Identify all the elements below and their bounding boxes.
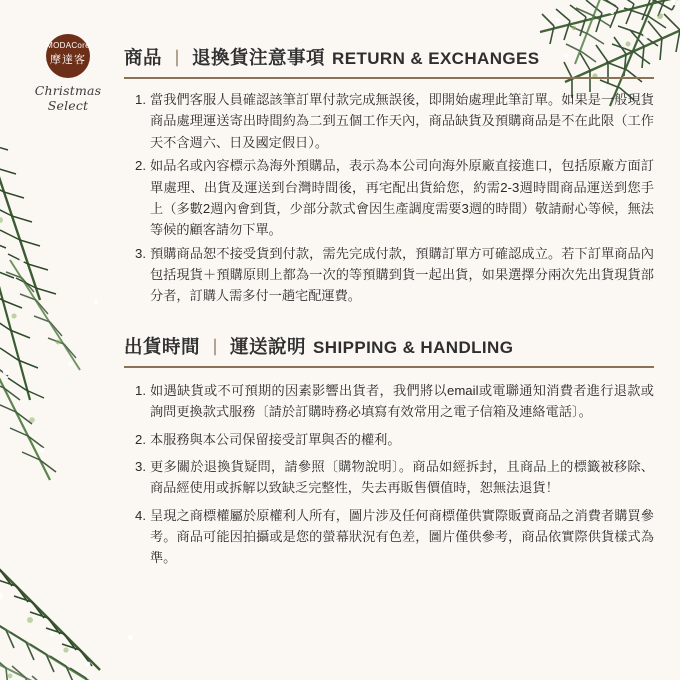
snow-speck [555,18,560,23]
section-title-en: RETURN & EXCHANGES [332,49,540,68]
notice-content [124,44,654,577]
section-shipping-handling [124,333,654,569]
section-title-zh-part1: 商品 [124,47,163,68]
brand-logo [18,34,118,113]
shipping-handling-list [124,380,654,569]
list-item: 預購商品恕不接受貨到付款，需先完成付款，預購訂單方可確認成立。若下訂單商品內包括現貨＋預購原則上都為一次的等預購到貨一起出貨，如果選擇分兩次先出貨現貨部分者，訂購人需多付一趟宅配運費。 [150,245,654,304]
list-item: 本服務與本公司保留接受訂單與否的權利。 [150,431,401,447]
logo-tagline: Christmas Select [34,83,102,113]
section-title-zh-part1: 出貨時間 [124,335,201,357]
section-title-en: SHIPPING & HANDLING [313,337,514,357]
section-title-zh-part2: 退換貨注意事項 [192,47,326,68]
list-item: 更多關於退換貨疑問，請參照〔購物說明〕。商品如經拆封，且商品上的標籤被移除、商品經使用或拆解以致缺乏完整性，失去再販售價值時，恕無法退貨！ [150,458,654,496]
section-title-divider: ｜ [207,339,224,357]
logo-badge [46,34,90,78]
list-item: 如品名或內容標示為海外預購品，表示為本公司向海外原廠直接進口，包括原廠方面訂單處理、出貨及運送到台灣時間後，再宅配出貨給您，約需2-3週時間商品運送到您手上（多數2週內會到貨，少部分款式會因生產調度需要3週的時間）敬請耐心等候，無法等候的顧客請勿下單。 [150,158,654,238]
pine-branch-left-decoration [0,120,120,540]
list-item: 呈現之商標權屬於原權利人所有，圖片涉及任何商標僅供實際販賣商品之消費者購買參考。商品可能因拍攝或是您的螢幕狀況有色差，圖片僅供參考，商品依實際供貨樣式為準。 [150,507,654,566]
section-shipping-handling-heading [124,333,654,368]
section-return-exchanges-heading [124,44,654,79]
section-return-exchanges [124,44,654,307]
return-exchanges-list [124,89,654,307]
logo-english-name: MODACore [46,41,90,50]
list-item: 當我們客服人員確認該筆訂單付款完成無誤後，即開始處理此筆訂單。如果是一般現貨商品處理運送寄出時間約為二到五個工作天內，商品缺貨及預購商品是不在此限（工作天不含週六、日及國定假日）。 [150,92,654,150]
section-title-zh-part2: 運送說明 [230,335,307,357]
list-item: 如遇缺貨或不可預期的因素影響出貨者，我們將以email或電聯通知消費者進行退款或詢問更換款式服務〔請於訂購時務必填寫有效常用之電子信箱及連絡電話〕。 [150,382,654,420]
logo-chinese-name: 摩達客 [50,54,86,66]
snow-speck [94,300,98,304]
section-title-divider: ｜ [169,51,186,68]
snow-speck [128,635,133,640]
